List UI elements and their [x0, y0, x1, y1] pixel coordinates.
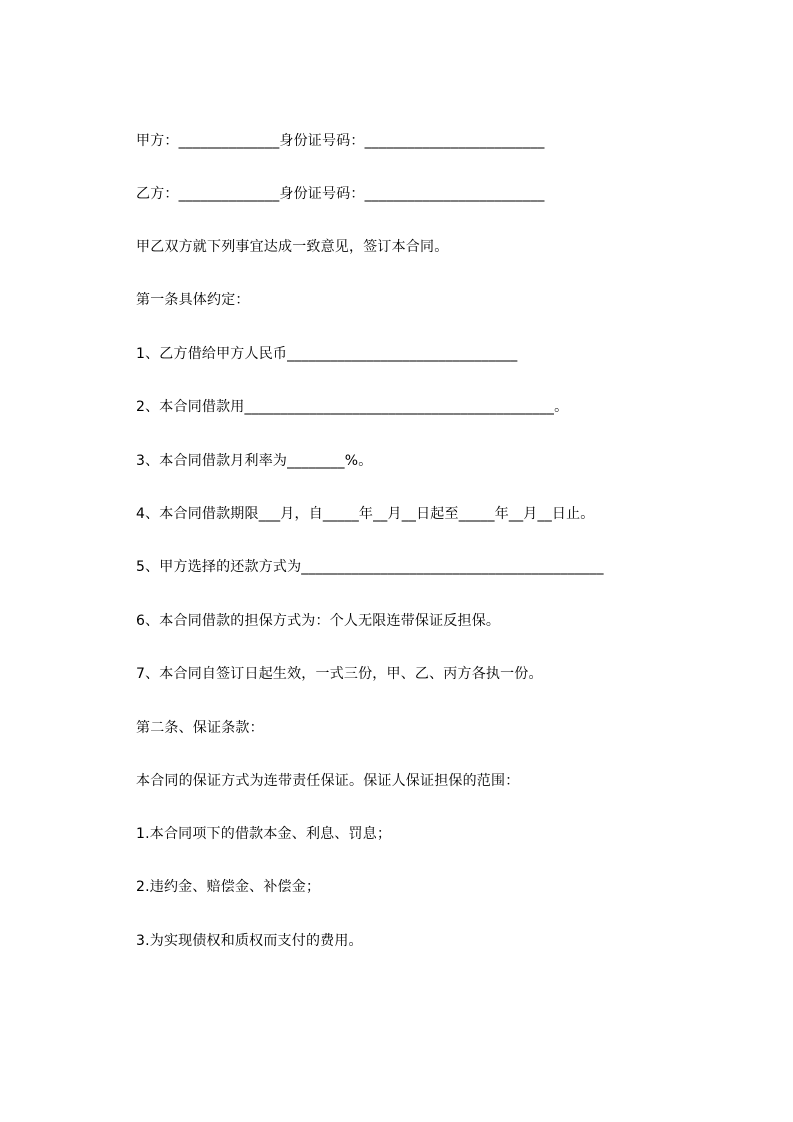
scope-item-2: 2.违约金、赔偿金、补偿金；: [136, 879, 321, 895]
clause-3: 3、本合同借款月利率为________%。: [136, 453, 373, 469]
party-a-line: 甲方：______________身份证号码：_________________________: [136, 133, 545, 149]
clause-2: 2、本合同借款用___________________________________________。: [136, 399, 569, 415]
clause-6: 6、本合同借款的担保方式为：个人无限连带保证反担保。: [136, 613, 501, 629]
article-two-heading: 第二条、保证条款：: [136, 720, 264, 736]
clause-7: 7、本合同自签订日起生效，一式三份，甲、乙、丙方各执一份。: [136, 666, 543, 682]
scope-item-1: 1.本合同项下的借款本金、利息、罚息；: [136, 826, 392, 842]
clause-4: 4、本合同借款期限___月，自_____年__月__日起至_____年__月__日止。: [136, 506, 595, 522]
clause-5: 5、甲方选择的还款方式为__________________________________________: [136, 559, 604, 575]
clause-1: 1、乙方借给甲方人民币________________________________: [136, 346, 518, 362]
guarantee-scope-intro: 本合同的保证方式为连带责任保证。保证人保证担保的范围：: [136, 773, 520, 789]
party-b-line: 乙方：______________身份证号码：_________________________: [136, 186, 545, 202]
agreement-intro: 甲乙双方就下列事宜达成一致意见，签订本合同。: [136, 239, 449, 255]
scope-item-3: 3.为实现债权和质权而支付的费用。: [136, 933, 363, 949]
article-one-heading: 第一条具体约定：: [136, 292, 250, 308]
